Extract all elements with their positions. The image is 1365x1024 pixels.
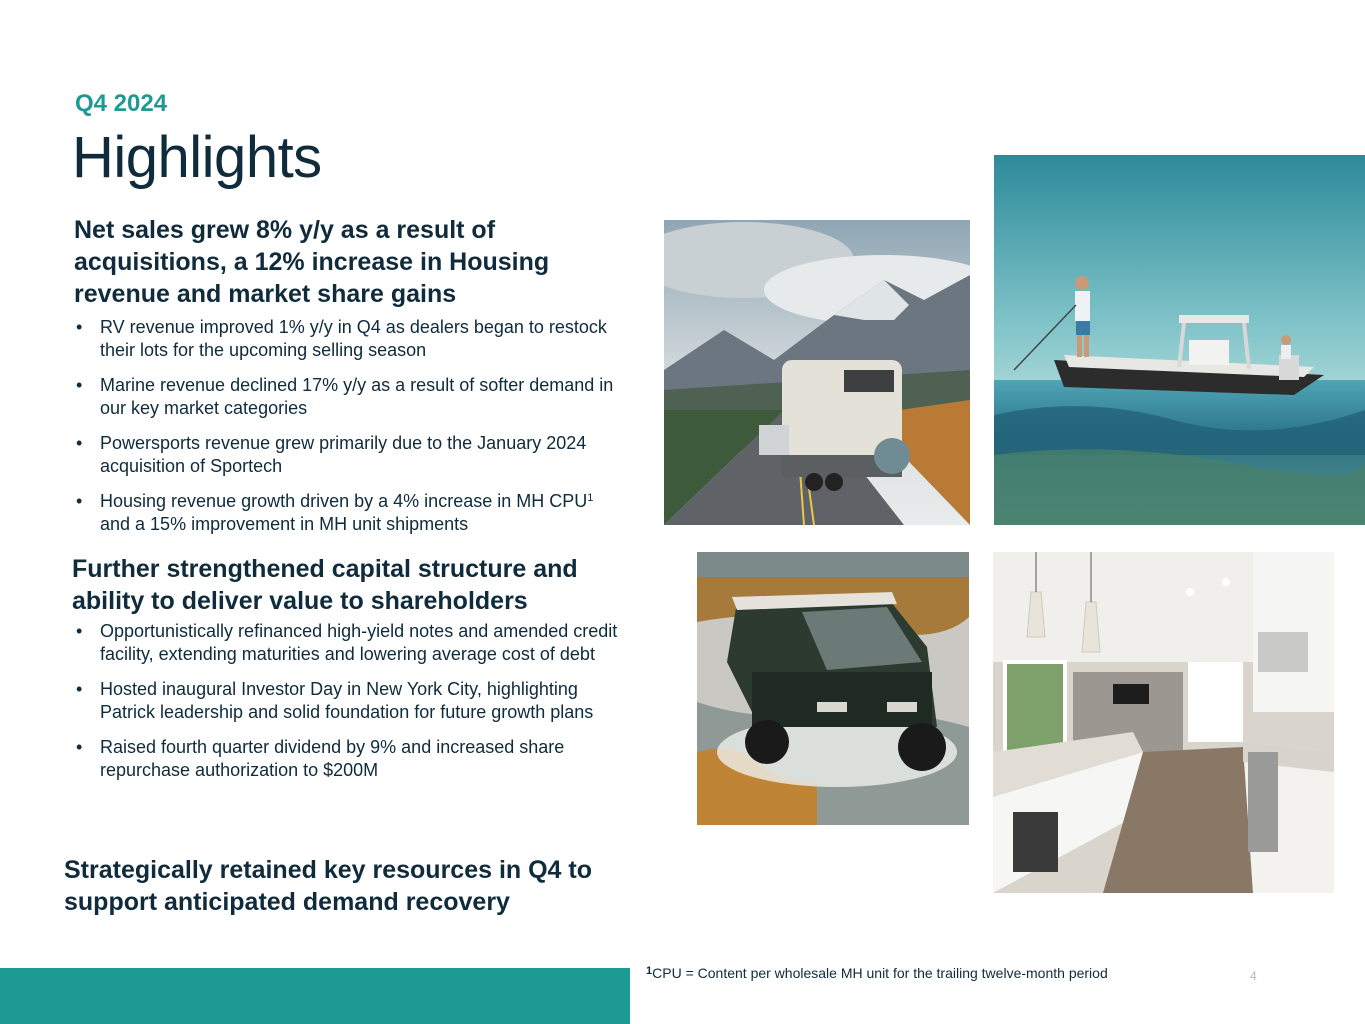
bullet-list-capital xyxy=(74,620,634,794)
section-heading-capital: Further strengthened capital structure and ability to deliver value to shareholders xyxy=(72,555,578,615)
page-title: Highlights xyxy=(72,125,322,190)
footnote-marker: 1 xyxy=(587,492,594,504)
utv-river-photo xyxy=(697,552,969,825)
list-item: • RV revenue improved 1% y/y in Q4 as dealers began to restock their lots for the upcoming selling season xyxy=(74,316,624,362)
kitchen-interior-photo xyxy=(993,552,1334,893)
list-item: • Powersports revenue grew primarily due to the January 2024 acquisition of Sportech xyxy=(74,432,624,478)
footer-accent-bar xyxy=(0,968,630,1024)
list-item: • Hosted inaugural Investor Day in New York City, highlighting Patrick leadership and solid foundation for future growth plans xyxy=(74,678,634,724)
section-heading-sales: Net sales grew 8% y/y as a result of acquisitions, a 12% increase in Housing revenue and market share gains xyxy=(74,216,550,308)
list-item: • Raised fourth quarter dividend by 9% and increased share repurchase authorization to $200M xyxy=(74,736,634,782)
list-item xyxy=(74,490,624,536)
section-heading-resources: Strategically retained key resources in Q4 to support anticipated demand recovery xyxy=(64,856,593,916)
footnote-text: CPU = Content per wholesale MH unit for the trailing twelve-month period xyxy=(652,965,1108,981)
bullet-list-sales xyxy=(74,316,624,548)
bullet-text: Housing revenue growth driven by a 4% increase in MH CPU xyxy=(100,491,588,511)
page-number: 4 xyxy=(1250,969,1257,983)
eyebrow-label: Q4 2024 xyxy=(75,90,168,117)
rv-trailer-road-photo xyxy=(664,220,970,525)
list-item: • Opportunistically refinanced high-yield notes and amended credit facility, extending maturities and lowering average cost of debt xyxy=(74,620,634,666)
footnote-marker: 1 xyxy=(646,965,653,977)
fishing-boat-photo xyxy=(994,155,1365,525)
footnote xyxy=(646,965,1108,981)
list-item: • Marine revenue declined 17% y/y as a result of softer demand in our key market categories xyxy=(74,374,624,420)
bullet-text: and a 15% improvement in MH unit shipments xyxy=(100,514,469,534)
